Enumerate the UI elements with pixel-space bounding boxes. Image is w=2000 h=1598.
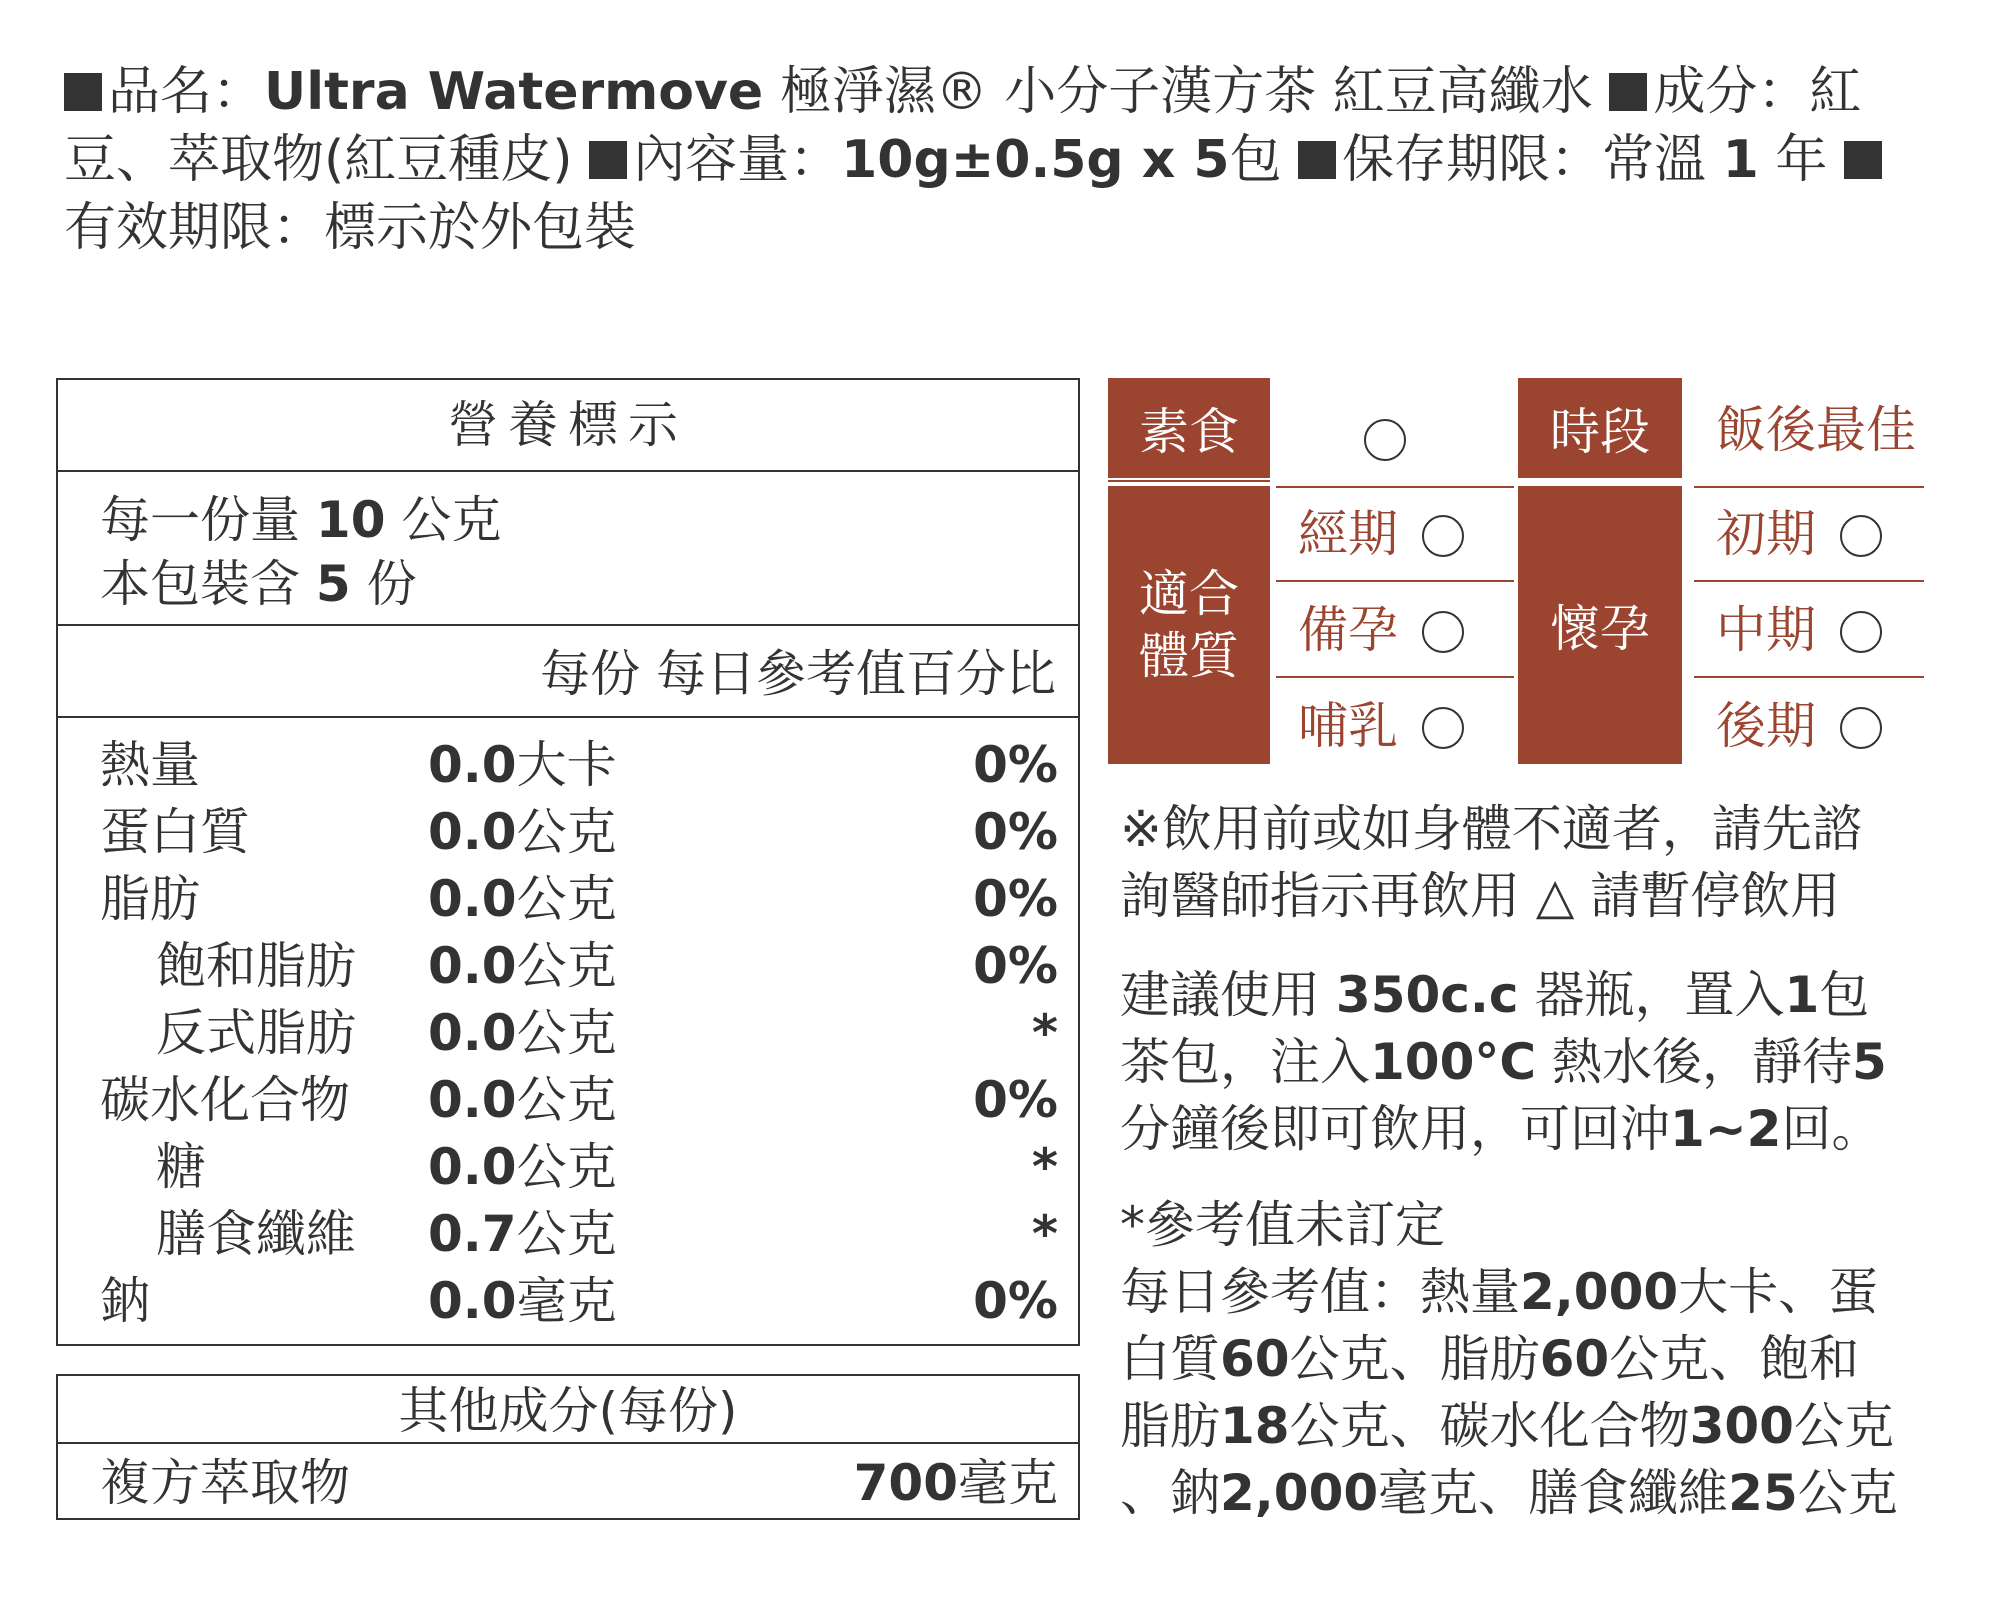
reference-line — [1120, 1460, 1898, 1527]
square-bullet-icon — [1609, 73, 1647, 111]
reference-title: *參考值未訂定 — [1120, 1196, 1445, 1254]
constitution-label-line2: 體質 — [1139, 627, 1239, 685]
nutrient-value — [428, 799, 617, 866]
reference-text: 公克、脂肪 — [1289, 1330, 1540, 1388]
nutrient-number: 0.0 — [428, 1004, 517, 1062]
nutrient-unit: 公克 — [516, 937, 617, 995]
storage-label: 保存期限： — [1342, 130, 1603, 190]
nutrient-percent: 0% — [973, 1071, 1058, 1129]
vegetarian-label: 素食 — [1108, 378, 1270, 478]
servings-label: 本包裝含 — [100, 555, 316, 613]
square-bullet-icon — [589, 141, 627, 179]
nutrient-rows — [58, 732, 1078, 1335]
square-bullet-icon — [64, 73, 102, 111]
nutrient-row — [58, 1000, 1078, 1067]
nutrient-percent: * — [1031, 1138, 1058, 1196]
reference-bold: 2,000 — [1520, 1263, 1679, 1321]
usage-line — [1120, 962, 1887, 1029]
divider — [1694, 580, 1924, 582]
reference-text: 公克 — [1793, 1397, 1894, 1455]
circle-icon — [1840, 611, 1882, 653]
serving-size-label: 每一份量 — [100, 491, 316, 549]
nutrient-name: 熱量 — [100, 736, 200, 794]
nutrient-unit: 公克 — [516, 870, 617, 928]
reference-bold: 18 — [1220, 1397, 1290, 1455]
reference-text: 毫克、膳食纖維 — [1378, 1464, 1729, 1522]
nutrient-name: 膳食纖維 — [156, 1205, 356, 1263]
nutrient-row — [58, 732, 1078, 799]
nutrient-row — [58, 799, 1078, 866]
serving-size-number: 10 — [315, 491, 386, 549]
nutrient-row — [58, 1268, 1078, 1335]
nutrient-value — [428, 866, 617, 933]
divider — [1276, 676, 1514, 678]
usage-text: 茶包，注入 — [1120, 1033, 1370, 1091]
time-value: 飯後最佳 — [1716, 401, 1916, 459]
nutrient-unit: 公克 — [516, 1138, 617, 1196]
circle-icon — [1364, 419, 1406, 461]
menstrual-label: 經期 — [1298, 505, 1398, 563]
nutrient-number: 0.0 — [428, 1272, 517, 1330]
divider — [1694, 676, 1924, 678]
divider — [58, 716, 1078, 718]
serving-info — [100, 488, 501, 616]
nutrient-row — [58, 933, 1078, 1000]
nutrient-unit: 大卡 — [516, 736, 617, 794]
reference-text: 公克 — [1797, 1464, 1898, 1522]
nutrient-name: 糖 — [156, 1138, 206, 1196]
nutrition-title: 營養標示 — [58, 380, 1078, 472]
reference-bold: 25 — [1728, 1464, 1798, 1522]
other-ingredients-table — [56, 1374, 1080, 1520]
reference-values — [1120, 1192, 1898, 1527]
circle-icon — [1422, 515, 1464, 557]
vegetarian-mark — [1364, 408, 1406, 468]
nutrient-percent: * — [1031, 1205, 1058, 1263]
reference-text: 公克、飽和 — [1609, 1330, 1860, 1388]
nursing-label: 哺乳 — [1298, 697, 1398, 755]
reference-text: 大卡、蛋 — [1678, 1263, 1879, 1321]
storage-years: 1 — [1722, 130, 1759, 190]
early-item — [1716, 504, 1882, 564]
serving-size-unit: 公克 — [385, 491, 502, 549]
reference-text: 白質 — [1120, 1330, 1220, 1388]
storage-value: 常溫 — [1602, 130, 1723, 190]
square-bullet-icon — [1298, 141, 1336, 179]
reference-line — [1120, 1326, 1898, 1393]
content-unit: 包 — [1229, 130, 1282, 190]
ingredients-label: 成分： — [1653, 62, 1810, 122]
nutrition-table — [56, 378, 1080, 1346]
other-ingredients-title: 其他成分(每份) — [58, 1376, 1078, 1444]
nutrient-row — [58, 1134, 1078, 1201]
usage-text: 熱水後，靜待 — [1536, 1033, 1852, 1091]
expiry-value: 標示於外包裝 — [324, 198, 637, 258]
middle-label: 中期 — [1716, 601, 1816, 659]
nutrient-percent: 0% — [973, 870, 1058, 928]
servings-per-pack — [100, 552, 501, 616]
nutrient-value — [428, 1201, 617, 1268]
menstrual-item — [1298, 504, 1464, 564]
nutrient-row — [58, 866, 1078, 933]
reference-bold: 2,000 — [1220, 1464, 1379, 1522]
nutrient-number: 0.7 — [428, 1205, 517, 1263]
usage-text: 回。 — [1781, 1100, 1882, 1158]
usage-bold: 100°C — [1370, 1033, 1537, 1091]
usage-text: 器瓶，置入 — [1518, 966, 1785, 1024]
nutrient-percent: 0% — [973, 803, 1058, 861]
percent-header: 每份 每日參考值百分比 — [540, 645, 1056, 703]
nutrient-row — [58, 1067, 1078, 1134]
usage-bold: 350c.c — [1335, 966, 1519, 1024]
nutrient-unit: 公克 — [516, 1205, 617, 1263]
preparing-label: 備孕 — [1298, 601, 1398, 659]
usage-text: 建議使用 — [1120, 966, 1336, 1024]
nutrient-number: 0.0 — [428, 870, 517, 928]
circle-icon — [1422, 707, 1464, 749]
reference-line — [1120, 1259, 1898, 1326]
nutrient-percent: 0% — [973, 1272, 1058, 1330]
divider — [1276, 580, 1514, 582]
usage-line — [1120, 1096, 1887, 1163]
warning-note — [1120, 796, 1862, 930]
usage-text: 包 — [1819, 966, 1870, 1024]
serving-size — [100, 488, 501, 552]
divider — [1276, 486, 1514, 488]
reference-bold: 300 — [1689, 1397, 1794, 1455]
divider — [58, 624, 1078, 626]
nutrient-percent: * — [1031, 1004, 1058, 1062]
nutrient-name: 脂肪 — [100, 870, 200, 928]
nutrient-row — [58, 1201, 1078, 1268]
circle-icon — [1840, 707, 1882, 749]
nutrient-value — [428, 1268, 617, 1335]
late-item — [1716, 696, 1882, 756]
nutrient-number: 0.0 — [428, 1138, 517, 1196]
ingredients-value: 紅豆、萃取物(紅豆種皮) — [64, 62, 1862, 190]
other-ingredient-number: 700 — [853, 1454, 958, 1512]
reference-text: 脂肪 — [1120, 1397, 1220, 1455]
nutrient-value — [428, 933, 617, 1000]
nutrient-unit: 公克 — [516, 1004, 617, 1062]
divider — [1108, 480, 1270, 482]
constitution-label — [1108, 486, 1270, 764]
late-label: 後期 — [1716, 697, 1816, 755]
reference-text: 每日參考值：熱量 — [1120, 1263, 1520, 1321]
servings-number: 5 — [315, 555, 351, 613]
reference-bold: 60 — [1220, 1330, 1290, 1388]
nutrient-name: 鈉 — [100, 1272, 150, 1330]
warning-line: 詢醫師指示再飲用 △ 請暫停飲用 — [1120, 867, 1841, 925]
usage-line — [1120, 1029, 1887, 1096]
expiry-label: 有效期限： — [64, 198, 325, 258]
usage-text: 分鐘後即可飲用，可回沖 — [1120, 1100, 1670, 1158]
middle-item — [1716, 600, 1882, 660]
early-label: 初期 — [1716, 505, 1816, 563]
nutrient-percent: 0% — [973, 937, 1058, 995]
nutrient-number: 0.0 — [428, 736, 517, 794]
content-value: 10g±0.5g x 5 — [841, 130, 1230, 190]
reference-text: 公克、碳水化合物 — [1289, 1397, 1690, 1455]
other-ingredient-name: 複方萃取物 — [100, 1454, 350, 1512]
nutrient-unit: 公克 — [516, 803, 617, 861]
square-bullet-icon — [1844, 141, 1882, 179]
nutrient-unit: 毫克 — [516, 1272, 617, 1330]
nutrient-name: 反式脂肪 — [156, 1004, 356, 1062]
divider — [1694, 486, 1924, 488]
circle-icon — [1422, 611, 1464, 653]
product-brand: Ultra Watermove — [264, 62, 764, 122]
preparing-item — [1298, 600, 1464, 660]
content-label: 內容量： — [633, 130, 842, 190]
nutrient-value — [428, 732, 617, 799]
nutrient-name: 蛋白質 — [100, 803, 250, 861]
storage-unit: 年 — [1758, 130, 1828, 190]
nutrient-unit: 公克 — [516, 1071, 617, 1129]
usage-bold: 1 — [1784, 966, 1820, 1024]
servings-unit: 份 — [350, 555, 417, 613]
reference-bold: 60 — [1539, 1330, 1610, 1388]
product-info — [64, 58, 1964, 262]
nutrient-number: 0.0 — [428, 803, 517, 861]
nursing-item — [1298, 696, 1464, 756]
time-label: 時段 — [1518, 378, 1682, 478]
warning-line: ※飲用前或如身體不適者，請先諮 — [1120, 800, 1862, 858]
nutrient-percent: 0% — [973, 736, 1058, 794]
other-ingredient-unit: 毫克 — [958, 1454, 1058, 1512]
nutrient-number: 0.0 — [428, 937, 517, 995]
nutrient-name: 碳水化合物 — [100, 1071, 350, 1129]
circle-icon — [1840, 515, 1882, 557]
usage-bold: 1~2 — [1670, 1100, 1782, 1158]
usage-instructions — [1120, 962, 1887, 1163]
nutrient-value — [428, 1134, 617, 1201]
usage-bold: 5 — [1851, 1033, 1887, 1091]
nutrient-value — [428, 1000, 617, 1067]
pregnancy-label: 懷孕 — [1518, 486, 1682, 764]
nutrient-number: 0.0 — [428, 1071, 517, 1129]
other-ingredient-value — [854, 1448, 1058, 1518]
reference-text: 、鈉 — [1120, 1464, 1220, 1522]
name-label: 品名： — [108, 62, 265, 122]
product-name: 極淨濕® 小分子漢方茶 紅豆高纖水 — [763, 62, 1593, 122]
nutrient-value — [428, 1067, 617, 1134]
constitution-label-line1: 適合 — [1139, 565, 1239, 623]
reference-line — [1120, 1393, 1898, 1460]
nutrient-name: 飽和脂肪 — [156, 937, 356, 995]
